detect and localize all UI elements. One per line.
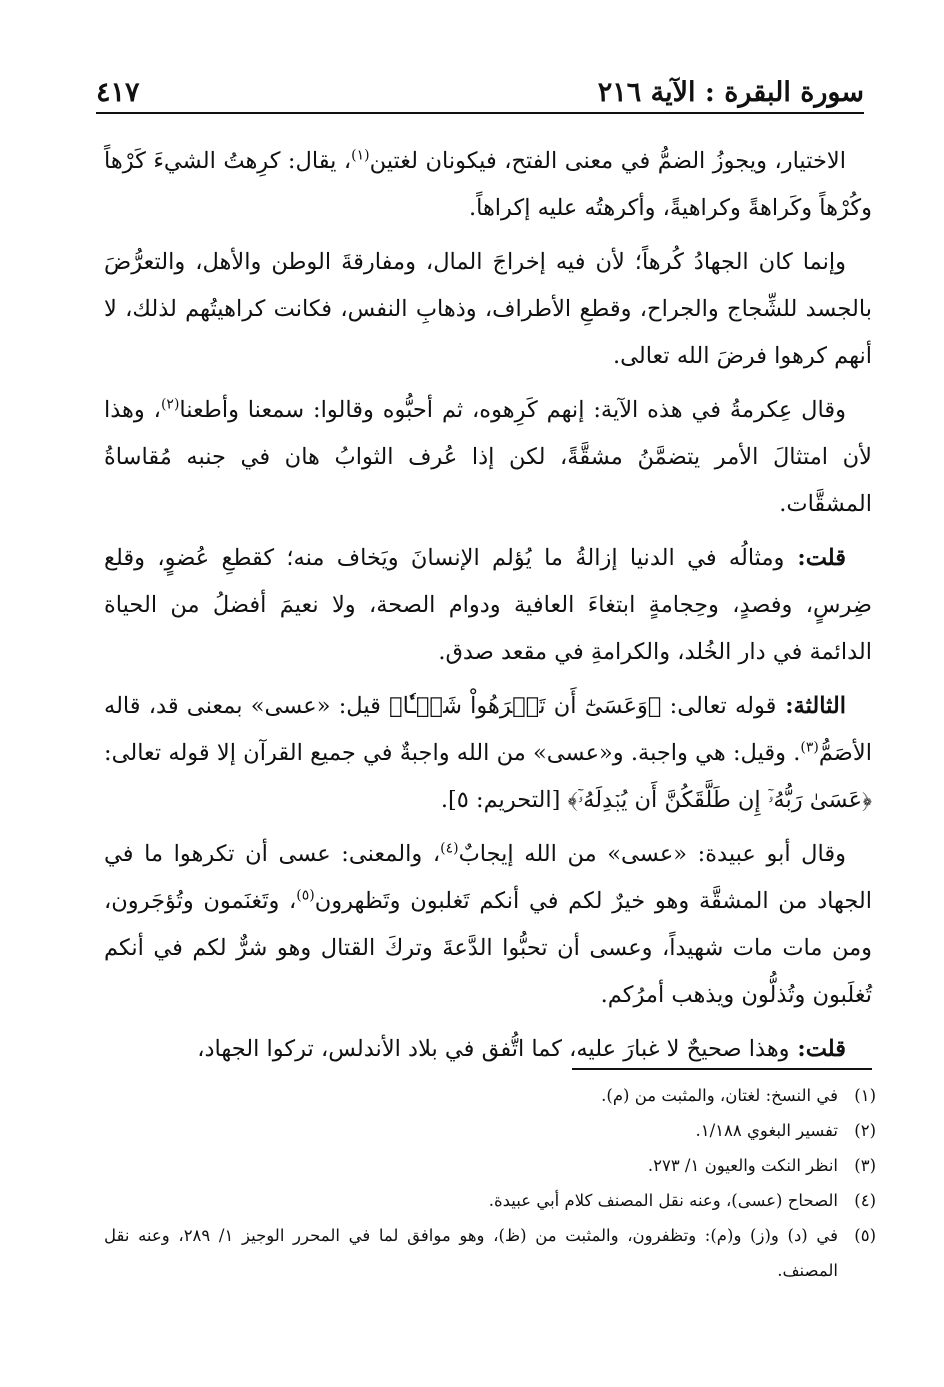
footnote-ref: (٥) <box>296 887 315 904</box>
footnote-separator <box>572 1068 872 1070</box>
footnote-number: (٤) <box>854 1191 876 1210</box>
footnote-text: تفسير البغوي ١/١٨٨. <box>695 1121 838 1140</box>
paragraph-lead: قلت: <box>789 1036 846 1062</box>
paragraph-text: ومثالُه في الدنيا إزالةُ ما يُؤلم الإنسانَ ويَخاف منه؛ كقطعِ عُضوٍ، وقلع ضِرسٍ، وفصدٍ، وحِجامةٍ ابتغاءَ العافية ودوام الصحة، ولا نعيمَ أفضلُ من الحياة الدائمة في دار الخُلد، والكرامةِ في مقعد صدق. <box>104 545 872 665</box>
paragraph <box>104 138 872 232</box>
footnote-text: في النسخ: لغتان، والمثبت من (م). <box>601 1086 838 1105</box>
footnote-ref: (٢) <box>160 396 180 413</box>
paragraph-text: وقال أبو عبيدة: «عسى» من الله إيجابٌ <box>458 841 847 867</box>
paragraph-text: ، وهذا لأن امتثالَ الأمر يتضمَّنُ مشقَّةً، لكن إذا عُرف الثوابُ هان في جنبه مُقاساةُ المشقَّات. <box>104 397 872 517</box>
paragraph-text: . وقيل: هي واجبة. و«عسى» من الله واجبةٌ في جميع القرآن إلا قوله تعالى: <box>104 740 801 766</box>
quran-verse: ﴿وَعَسَىٰٓ أَن تَكۡرَهُواْ شَيۡـٔٗا﴾ <box>389 693 662 719</box>
footnotes <box>104 1078 876 1288</box>
footnote-number: (٢) <box>854 1121 876 1140</box>
footnote-number: (١) <box>854 1086 876 1105</box>
paragraph-text: ، وتَغنَمون وتُؤجَرون، ومن مات مات شهيداً، وعسى أن تحبُّوا الدَّعةَ وتركَ القتال وهو شرٌّ لكم في أنكم تُغلَبون وتُذلُّون ويذهب أمرُكم. <box>104 888 872 1008</box>
paragraph-text: قيل: «عسى» بمعنى قد، قاله الأصَمُّ <box>104 693 872 766</box>
paragraph-text: ، والمعنى: عسى أن تكرهوا ما في الجهاد من المشقَّة وهو خيرٌ لكم في أنكم تَغلبون وتَظهرون <box>104 841 872 914</box>
footnote <box>104 1218 876 1288</box>
quran-verse: ﴿عَسَىٰ رَبُّهُۥٓ إِن طَلَّقَكُنَّ أَن يُبۡدِلَهُۥٓ﴾ <box>567 787 872 813</box>
footnote <box>104 1183 876 1218</box>
paragraph-lead: قلت: <box>784 545 847 571</box>
page-number: ٤١٧ <box>96 77 140 108</box>
page-header <box>96 64 864 114</box>
footnote-number: (٥) <box>854 1226 876 1245</box>
paragraph-text: ، يقال: كرِهتُ الشيءَ كَرْهاً وكُرْهاً وكَراهةً وكراهيةً، وأكرهتُه عليه إكراهاً. <box>104 148 872 221</box>
footnote <box>104 1078 876 1113</box>
paragraph-text: [التحريم: ٥]. <box>440 787 568 813</box>
main-text <box>104 138 872 1080</box>
footnote-ref: (١) <box>351 147 370 164</box>
footnote-text: انظر النكت والعيون ١/ ٢٧٣. <box>647 1156 838 1175</box>
paragraph <box>104 1026 872 1073</box>
footnote-ref: (٤) <box>440 840 459 857</box>
footnote <box>104 1113 876 1148</box>
paragraph-text: وهذا صحيحٌ لا غبارَ عليه، كما اتُّفق في بلاد الأندلس، تركوا الجهاد، <box>197 1036 790 1062</box>
footnote-ref: (٣) <box>800 739 819 756</box>
footnote-number: (٣) <box>854 1156 876 1175</box>
paragraph <box>104 683 872 824</box>
paragraph <box>104 239 872 380</box>
paragraph-text: قوله تعالى: <box>661 693 777 719</box>
paragraph <box>104 387 872 528</box>
paragraph-text: وإنما كان الجهادُ كُرهاً؛ لأن فيه إخراجَ المال، ومفارقةَ الوطن والأهل، والتعرُّضَ بالجسد للشِّجاج والجراح، وقطعِ الأطراف، وذهابِ النفس، فكانت كراهيتُهم لذلك، لا أنهم كرهوا فرضَ الله تعالى. <box>104 249 872 369</box>
footnote-text: الصحاح (عسى)، وعنه نقل المصنف كلام أبي عبيدة. <box>488 1191 838 1210</box>
paragraph-lead: الثالثة: <box>776 693 847 719</box>
paragraph-text: الاختيار، ويجوزُ الضمُّ في معنى الفتح، فيكونان لغتين <box>369 148 846 174</box>
paragraph <box>104 535 872 676</box>
footnote-text: في (د) و(ز) و(م): وتظفرون، والمثبت من (ظ)، وهو موافق لما في المحرر الوجيز ١/ ٢٨٩، وعنه نقل المصنف. <box>104 1226 839 1280</box>
footnote <box>104 1148 876 1183</box>
running-title: سورة البقرة : الآية ٢١٦ <box>597 77 864 108</box>
paragraph-text: وقال عِكرمةُ في هذه الآية: إنهم كَرِهوه، ثم أحبُّوه وقالوا: سمعنا وأطعنا <box>179 397 846 423</box>
paragraph <box>104 831 872 1019</box>
